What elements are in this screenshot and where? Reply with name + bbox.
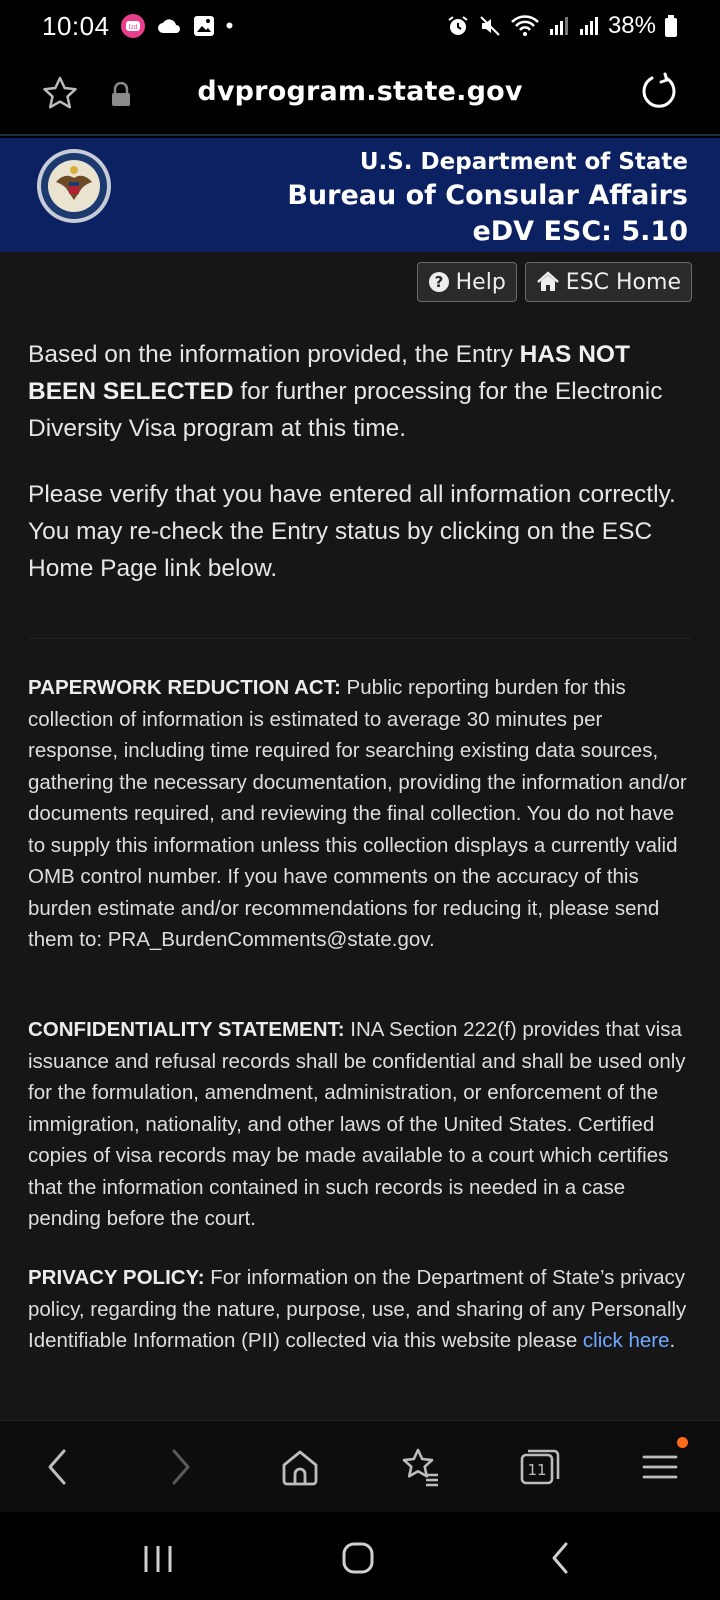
- result-status: HAS NOT BEEN SELECTED: [28, 341, 630, 405]
- confidentiality-statement: CONFIDENTIALITY STATEMENT: INA Section 222(f) provides that visa issuance and refusal records shall be confidential and shall be used only for the formulation, amendment, administration, or enforcement of the immigration, nationality, and other laws of the United States. Certified copies of visa records may be made available to a court which certifies that the information contained in such records is needed in a case pending before the court.: [28, 1018, 686, 1230]
- banner-bureau: Bureau of Consular Affairs: [287, 180, 688, 211]
- page-content: [0, 252, 720, 1420]
- forward-icon[interactable]: [158, 1445, 202, 1489]
- selection-result: Based on the information provided, the Entry HAS NOT BEEN SELECTED for further processing for the Electronic Diversity Visa program at this time.: [28, 341, 663, 442]
- mute-icon: [478, 14, 502, 38]
- privacy-policy: PRIVACY POLICY: For information on the Department of State’s privacy policy, regarding the nature, purpose, use, and sharing of any Personally Identifiable Information (PII) collected via this website please click here.: [28, 1266, 687, 1352]
- help-label: Help: [455, 269, 506, 295]
- confidentiality-heading: CONFIDENTIALITY STATEMENT:: [28, 1018, 345, 1041]
- alarm-icon: [446, 14, 470, 38]
- back-button-icon[interactable]: [540, 1538, 580, 1578]
- signal-icon: [578, 15, 600, 37]
- esc-home-button[interactable]: [525, 262, 692, 302]
- paperwork-heading: PAPERWORK REDUCTION ACT:: [28, 676, 341, 699]
- divider: [28, 638, 692, 639]
- status-time: 10:04: [42, 10, 110, 41]
- recent-apps-icon[interactable]: [138, 1538, 178, 1578]
- app-notification-icon: [120, 13, 146, 39]
- home-icon: [536, 271, 560, 293]
- image-icon: [192, 14, 216, 38]
- reload-icon[interactable]: [640, 72, 680, 112]
- back-icon[interactable]: [36, 1445, 80, 1489]
- cloud-icon: [156, 16, 182, 36]
- department-banner: [0, 138, 720, 252]
- esc-home-label: ESC Home: [565, 269, 681, 295]
- privacy-heading: PRIVACY POLICY:: [28, 1266, 205, 1289]
- svg-text:lzd: lzd: [128, 24, 137, 31]
- battery-icon: [664, 14, 678, 38]
- home-button-icon[interactable]: [338, 1538, 378, 1578]
- signal-icon: [548, 15, 570, 37]
- verify-message: Please verify that you have entered all information correctly. You may re-check the Entry status by clicking on the ESC Home Page link below.: [28, 481, 676, 582]
- status-bar: [0, 0, 720, 52]
- department-seal-icon: [36, 148, 112, 224]
- banner-department: U.S. Department of State: [359, 149, 688, 175]
- menu-notification-dot: [677, 1437, 688, 1448]
- wifi-icon: [510, 14, 540, 38]
- browser-toolbar: [0, 1420, 720, 1512]
- battery-percent: 38%: [607, 12, 656, 39]
- tabs-icon[interactable]: [518, 1445, 562, 1489]
- home-icon[interactable]: [278, 1445, 322, 1489]
- tab-count: 11: [527, 1461, 547, 1479]
- browser-url-bar: [0, 52, 720, 136]
- banner-version: eDV ESC: 5.10: [472, 216, 688, 247]
- url-text[interactable]: dvprogram.state.gov: [197, 76, 523, 107]
- dot-icon: •: [225, 13, 234, 38]
- menu-icon[interactable]: [638, 1445, 682, 1489]
- svg-text:?: ?: [434, 273, 443, 291]
- system-navigation-bar: [0, 1512, 720, 1600]
- header-buttons: [417, 262, 692, 302]
- question-circle-icon: [428, 271, 450, 293]
- help-button[interactable]: [417, 262, 517, 302]
- privacy-link[interactable]: click here: [582, 1329, 670, 1352]
- paperwork-reduction-act: PAPERWORK REDUCTION ACT: Public reporting burden for this collection of information is estimated to average 30 minutes per response, including time required for searching existing data sources, gathering the necessary documentation, providing the information and/or documents required, and reviewing the final collection. You do not have to supply this information unless this collection displays a currently valid OMB control number. If you have comments on the accuracy of this burden estimate and/or recommendations for reducing it, please send them to: PRA_BurdenComments@state.gov.: [28, 676, 687, 951]
- bookmarks-icon[interactable]: [398, 1445, 442, 1489]
